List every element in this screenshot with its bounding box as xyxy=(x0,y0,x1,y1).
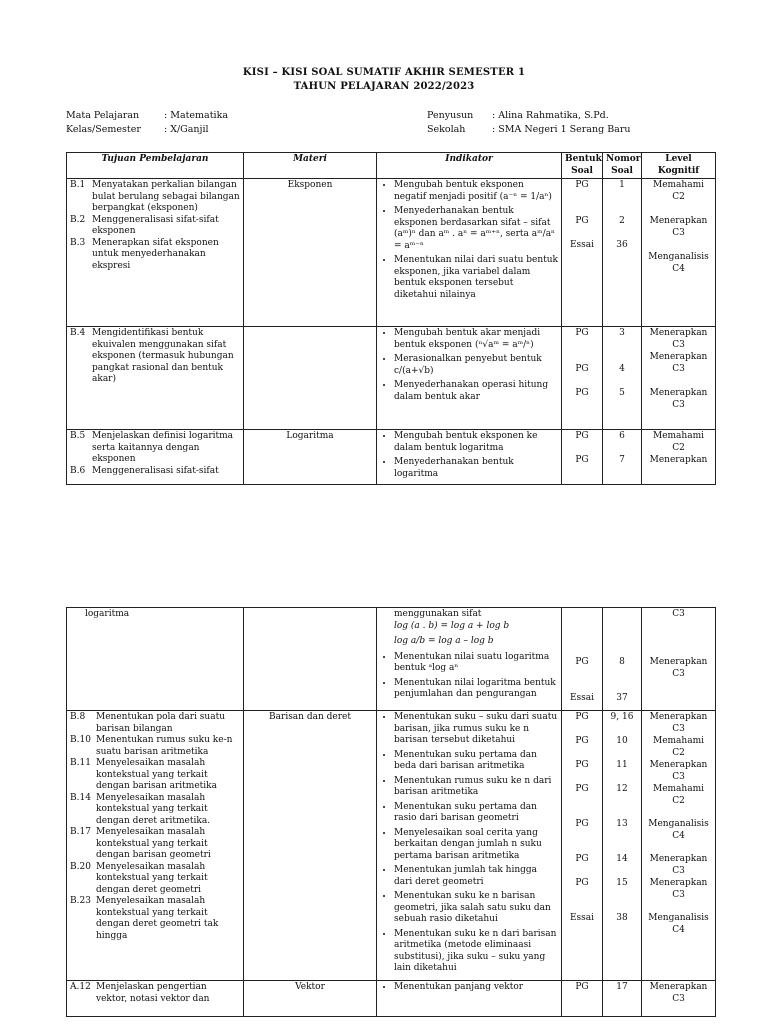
level-value: Menerapkan xyxy=(649,878,708,888)
tujuan-cell xyxy=(67,711,244,981)
tujuan-code: B.3 xyxy=(70,237,86,248)
nomor-cell xyxy=(603,711,642,981)
nomor-value: 10 xyxy=(616,736,628,746)
indikator-item: • Menentukan jumlah tak hingga dari deret geometri xyxy=(394,865,558,888)
bentuk-value: PG xyxy=(575,388,589,398)
indikator-item: • Menentukan suku ke n barisan geometri, jika salah satu suku dan sebuah rasio diketahui xyxy=(394,891,558,926)
nomor-value: 8 xyxy=(619,657,625,667)
tujuan-code: B.23 xyxy=(70,896,91,906)
meta-mapel-label: Mata Pelajaran xyxy=(66,110,140,121)
materi-cell: Logaritma xyxy=(244,430,377,485)
nomor-value: 1 xyxy=(619,180,625,190)
tujuan-text: Menjelaskan pengertian vektor, notasi vektor dan xyxy=(96,982,210,1004)
nomor-cell xyxy=(603,327,642,430)
level-value: C2 xyxy=(672,795,685,806)
level-cell xyxy=(642,981,716,1017)
bentuk-cell xyxy=(562,711,603,981)
tujuan-text: Menyatakan perkalian bilangan bulat berulang sebagai bilangan berpangkat (eksponen) xyxy=(92,180,240,213)
bentuk-value: PG xyxy=(575,657,589,667)
level-value: Menerapkan xyxy=(649,388,708,398)
meta-penyusun-label: Penyusun xyxy=(427,110,474,121)
nomor-value: 15 xyxy=(616,878,628,888)
materi-cell: Vektor xyxy=(244,981,377,1017)
level-value: Memahami xyxy=(652,784,705,794)
materi-cell: Barisan dan deret xyxy=(244,711,377,981)
level-cell xyxy=(642,430,716,485)
formula-product: log (a . b) = log a + log b xyxy=(394,620,510,631)
bentuk-cell xyxy=(562,608,603,711)
nomor-value: 14 xyxy=(616,854,628,864)
header-indikator: Indikator xyxy=(377,153,562,179)
level-value: Menerapkan xyxy=(649,854,708,864)
tujuan-text: Menyelesaikan masalah kontekstual yang terkait dengan barisan geometri xyxy=(96,827,211,860)
tujuan-cell xyxy=(67,179,244,327)
nomor-value: 37 xyxy=(616,693,628,703)
indikator-item: • Menentukan suku – suku dari suatu barisan, jika rumus suku ke n barisan tersebut diketahui xyxy=(394,712,558,747)
tujuan-code: B.2 xyxy=(70,214,86,225)
level-value: C2 xyxy=(672,747,685,758)
bentuk-value: PG xyxy=(575,736,589,746)
nomor-cell xyxy=(603,608,642,711)
indikator-item: • Menentukan nilai logaritma bentuk penjumlahan dan pengurangan xyxy=(394,678,558,701)
indikator-cell xyxy=(377,327,562,430)
bentuk-value: Essai xyxy=(569,693,595,703)
indikator-item: • Menentukan suku pertama dan rasio dari barisan geometri xyxy=(394,802,558,825)
indikator-item: • Menentukan rumus suku ke n dari barisan aritmetika xyxy=(394,776,558,799)
level-value: C3 xyxy=(672,340,685,350)
tujuan-text: Menyelesaikan masalah kontekstual yang terkait dengan deret geometri xyxy=(96,861,208,895)
tujuan-text: Menerapkan sifat eksponen untuk menyederhanakan ekspresi xyxy=(92,237,219,271)
bentuk-cell xyxy=(562,179,603,327)
nomor-cell xyxy=(603,179,642,327)
tujuan-cell xyxy=(67,430,244,485)
indikator-item: • Mengubah bentuk eksponen negatif menjadi positif (a⁻ⁿ = 1/aⁿ) xyxy=(394,180,558,203)
tujuan-text: Menentukan rumus suku ke-n suatu barisan aritmetika xyxy=(96,735,233,757)
materi-cell xyxy=(244,327,377,430)
tujuan-code: B.5 xyxy=(70,431,86,441)
nomor-value: 4 xyxy=(619,364,625,374)
bentuk-value: PG xyxy=(575,760,589,770)
level-value: Menerapkan xyxy=(649,352,708,362)
indikator-cell xyxy=(377,711,562,981)
level-value: Menerapkan xyxy=(649,657,708,667)
nomor-value: 38 xyxy=(616,913,628,923)
bentuk-value: PG xyxy=(575,180,589,190)
nomor-value: 5 xyxy=(619,388,625,398)
level-value: C2 xyxy=(672,192,685,202)
level-value: C4 xyxy=(672,264,685,274)
header-materi: Materi xyxy=(244,153,377,179)
meta-mapel-value: : Matematika xyxy=(164,110,228,121)
table-row xyxy=(67,430,716,485)
level-value: C3 xyxy=(672,993,685,1004)
level-value: C3 xyxy=(672,228,685,238)
tujuan-cell xyxy=(67,981,244,1017)
tujuan-code: A.12 xyxy=(70,982,91,992)
nomor-value: 2 xyxy=(619,216,625,226)
level-value: Menerapkan xyxy=(649,216,708,226)
meta-kelas-value: : X/Ganjil xyxy=(164,124,209,135)
table-header-row xyxy=(67,153,716,179)
nomor-value: 3 xyxy=(619,328,625,338)
indikator-item: • Merasionalkan penyebut bentuk c/(a+√b) xyxy=(394,354,558,377)
indikator-item: • Menentukan nilai dari suatu bentuk eksponen, jika variabel dalam bentuk eksponen tersebut diketahui nilainya xyxy=(394,255,558,301)
bentuk-value: PG xyxy=(575,784,589,794)
tujuan-code: B.1 xyxy=(70,180,86,190)
bentuk-cell xyxy=(562,327,603,430)
meta-penyusun-value: : Alina Rahmatika, S.Pd. xyxy=(492,110,609,121)
table-row xyxy=(67,981,716,1017)
level-cell xyxy=(642,711,716,981)
level-value: C3 xyxy=(672,364,685,374)
tujuan-cell: logaritma xyxy=(67,608,244,711)
tujuan-text: Menyelesaikan masalah kontekstual yang terkait dengan deret geometri tak hingga xyxy=(96,896,219,941)
tujuan-cell xyxy=(67,327,244,430)
nomor-cell: 17 xyxy=(603,981,642,1017)
bentuk-cell xyxy=(562,430,603,485)
indikator-item: • Menentukan suku ke n dari barisan aritmetika (metode eliminaasi substitusi), jika suku – suku yang lain diketahui xyxy=(394,929,558,975)
table-row xyxy=(67,711,716,981)
tujuan-code: B.17 xyxy=(70,827,91,837)
meta-kelas-label: Kelas/Semester xyxy=(66,124,141,135)
tujuan-text: Menentukan pola dari suatu barisan bilangan xyxy=(96,712,225,734)
bentuk-value: PG xyxy=(575,712,589,722)
level-value: Menerapkan xyxy=(649,982,708,992)
level-value: Memahami xyxy=(652,180,705,190)
header-nomor: Nomor Soal xyxy=(603,153,642,179)
level-value: C3 xyxy=(672,609,685,619)
table-row xyxy=(67,608,716,711)
level-value: C3 xyxy=(672,889,685,900)
tujuan-text: Menjelaskan definisi logaritma serta kaitannya dengan eksponen xyxy=(92,431,234,464)
indikator-cell xyxy=(377,179,562,327)
tujuan-text: Mengidentifikasi bentuk ekuivalen menggunakan sifat eksponen (termasuk hubungan pangkat rasional dan bentuk akar) xyxy=(92,328,234,384)
tujuan-text: Menggeneralisasi sifat-sifat eksponen xyxy=(92,214,219,236)
tujuan-code: B.4 xyxy=(70,328,86,338)
bentuk-value: PG xyxy=(575,431,589,441)
level-value: Menganalisis xyxy=(648,913,709,923)
level-value: C3 xyxy=(672,865,685,876)
nomor-value: 12 xyxy=(616,784,628,794)
nomor-value: 7 xyxy=(619,455,625,465)
bentuk-cell: PG xyxy=(562,981,603,1017)
indikator-cell xyxy=(377,608,562,711)
bentuk-value: PG xyxy=(575,455,589,465)
level-value: C4 xyxy=(672,924,685,935)
header-tujuan: Tujuan Pembelajaran xyxy=(67,153,244,179)
formula-quotient: log a/b = log a – log b xyxy=(394,636,494,646)
level-value: C3 xyxy=(672,669,685,679)
indikator-continuation: menggunakan sifat xyxy=(394,609,482,619)
level-value: Menganalisis xyxy=(648,252,709,262)
level-value: Memahami xyxy=(652,736,705,746)
tujuan-text: Menggeneralisasi sifat-sifat xyxy=(92,465,219,476)
meta-sekolah-label: Sekolah xyxy=(427,124,466,135)
kisi-table-page2 xyxy=(66,607,716,1017)
bentuk-value: PG xyxy=(575,328,589,338)
nomor-value: 11 xyxy=(616,760,628,770)
materi-cell xyxy=(244,608,377,711)
tujuan-code: B.11 xyxy=(70,758,91,768)
level-value: Menganalisis xyxy=(648,819,709,829)
indikator-item: • Menyederhanakan bentuk logaritma xyxy=(394,457,558,480)
level-value: C3 xyxy=(672,771,685,782)
indikator-item: • Mengubah bentuk akar menjadi bentuk eksponen (ⁿ√aᵐ = aᵐ/ⁿ) xyxy=(394,328,558,351)
indikator-item: • Menentukan suku pertama dan beda dari barisan aritmetika xyxy=(394,750,558,773)
level-cell xyxy=(642,327,716,430)
bentuk-value: PG xyxy=(575,878,589,888)
level-value: C3 xyxy=(672,723,685,734)
document-title: KISI – KISI SOAL SUMATIF AKHIR SEMESTER 1 xyxy=(242,67,526,78)
tujuan-code: B.10 xyxy=(70,735,91,745)
indikator-item: • Mengubah bentuk eksponen ke dalam bentuk logaritma xyxy=(394,431,558,454)
meta-sekolah-value: : SMA Negeri 1 Serang Baru xyxy=(492,124,631,135)
level-value: Menerapkan xyxy=(649,712,708,722)
nomor-cell xyxy=(603,430,642,485)
table-row xyxy=(67,327,716,430)
bentuk-value: Essai xyxy=(569,240,595,250)
level-value: C4 xyxy=(672,830,685,841)
indikator-item: • Menyederhanakan bentuk eksponen berdasarkan sifat – sifat (aᵐ)ⁿ dan aᵐ . aⁿ = aᵐ⁺ⁿ, serta aᵐ/aⁿ = aᵐ⁻ⁿ xyxy=(394,206,558,252)
level-cell xyxy=(642,608,716,711)
indikator-cell xyxy=(377,981,562,1017)
bentuk-value: PG xyxy=(575,854,589,864)
tujuan-code: B.6 xyxy=(70,465,86,476)
level-value: Memahami xyxy=(652,431,705,441)
indikator-cell xyxy=(377,430,562,485)
nomor-value: 6 xyxy=(619,431,625,441)
level-cell xyxy=(642,179,716,327)
table-row xyxy=(67,179,716,327)
indikator-item: • Menentukan panjang vektor xyxy=(394,982,558,994)
materi-cell: Eksponen xyxy=(244,179,377,327)
nomor-value: 9, 16 xyxy=(610,712,634,722)
bentuk-value: Essai xyxy=(569,913,595,923)
bentuk-value: PG xyxy=(575,364,589,374)
tujuan-text: Menyelesaikan masalah kontekstual yang terkait dengan barisan aritmetika xyxy=(96,758,217,791)
tujuan-code: B.20 xyxy=(70,861,91,872)
indikator-item: • Menyelesaikan soal cerita yang berkaitan dengan jumlah n suku pertama barisan aritmetika xyxy=(394,828,558,863)
tujuan-code: B.14 xyxy=(70,792,91,803)
document-subtitle: TAHUN PELAJARAN 2022/2023 xyxy=(293,81,475,92)
level-value: Menerapkan xyxy=(649,328,708,338)
indikator-item: • Menentukan nilai suatu logaritma bentuk ᵃlog aⁿ xyxy=(394,652,558,675)
kisi-table-page1 xyxy=(66,152,716,485)
header-level: Level Kognitif xyxy=(642,153,716,179)
level-value: C2 xyxy=(672,443,685,453)
level-value: Menerapkan xyxy=(649,760,708,770)
level-value: Menerapkan xyxy=(649,455,708,465)
bentuk-value: PG xyxy=(575,216,589,226)
indikator-item: • Menyederhanakan operasi hitung dalam bentuk akar xyxy=(394,380,558,403)
header-bentuk: Bentuk Soal xyxy=(562,153,603,179)
nomor-value: 13 xyxy=(616,819,628,829)
tujuan-text: Menyelesaikan masalah kontekstual yang terkait dengan deret aritmetika. xyxy=(96,792,211,826)
level-value: C3 xyxy=(672,400,685,410)
tujuan-code: B.8 xyxy=(70,712,86,722)
nomor-value: 36 xyxy=(616,240,628,250)
bentuk-value: PG xyxy=(575,819,589,829)
